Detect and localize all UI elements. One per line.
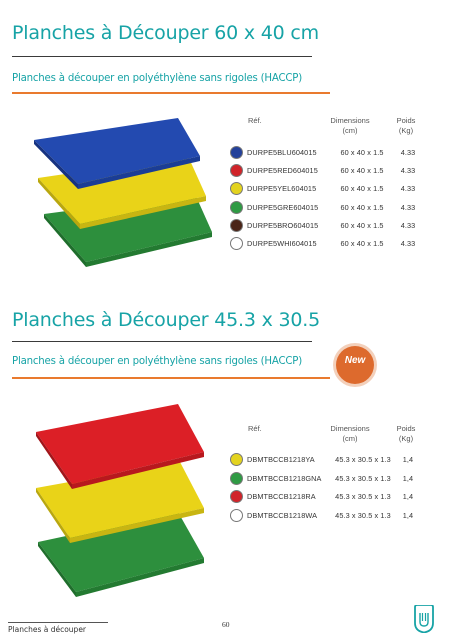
hands-logo-icon [413, 605, 435, 633]
table-row [230, 490, 430, 504]
section1-subtitle-rule [12, 92, 330, 94]
section2-subtitle-rule [12, 377, 330, 379]
weight-cell: 4.33 [400, 202, 416, 212]
section2-subtitle: Planches à découper en polyéthylène sans rigoles (HACCP) [12, 356, 303, 367]
color-swatch [230, 164, 243, 177]
section1-title-rule [12, 56, 312, 57]
reference-cell: DURPE5GRE604015 [247, 202, 319, 212]
footer-label: Planches à découper [8, 625, 87, 634]
table-row [230, 509, 430, 523]
table-row [230, 453, 430, 467]
boards-45x30-image [32, 396, 222, 598]
dimensions-cell: 45.3 x 30.5 x 1.3 [335, 510, 391, 520]
color-swatch [230, 490, 243, 503]
boards-60x40-image [30, 112, 220, 272]
weight-cell: 1,4 [402, 455, 414, 464]
reference-cell: DBMTBCCB1218RA [247, 492, 316, 501]
reference-cell: DBMTBCCB1218WA [247, 510, 318, 520]
new-badge: New [336, 346, 374, 384]
section1-header-ref: Réf. [248, 116, 262, 125]
dimensions-cell: 60 x 40 x 1.5 [340, 202, 384, 212]
dimensions-cell: 60 x 40 x 1.5 [340, 184, 384, 194]
color-swatch [230, 219, 243, 232]
table-row [230, 164, 430, 178]
reference-cell: DURPE5BLU604015 [247, 148, 317, 157]
reference-cell: DBMTBCCB1218GNA [247, 473, 322, 483]
section2-header-dimensions: Dimensions (cm) [330, 424, 370, 443]
reference-cell: DBMTBCCB1218YA [247, 455, 315, 464]
weight-cell: 4.33 [400, 166, 416, 176]
dimensions-cell: 60 x 40 x 1.5 [340, 148, 384, 157]
weight-cell: 1,4 [402, 473, 414, 483]
weight-cell: 4.33 [400, 239, 416, 248]
color-swatch [230, 453, 243, 466]
section1-header-dimensions: Dimensions (cm) [330, 116, 370, 135]
dimensions-cell: 45.3 x 30.5 x 1.3 [335, 455, 391, 464]
table-row [230, 472, 430, 486]
dimensions-cell: 60 x 40 x 1.5 [340, 239, 384, 248]
color-swatch [230, 237, 243, 250]
color-swatch [230, 509, 243, 522]
section2-title: Planches à Découper 45.3 x 30.5 [12, 309, 320, 331]
section1-subtitle: Planches à découper en polyéthylène sans rigoles (HACCP) [12, 73, 303, 84]
reference-cell: DURPE5WHI604015 [247, 239, 317, 248]
table-row [230, 182, 430, 196]
weight-cell: 1,4 [402, 492, 414, 501]
dimensions-cell: 60 x 40 x 1.5 [340, 220, 384, 230]
reference-cell: DURPE5YEL604015 [247, 184, 317, 194]
section2-title-rule [12, 341, 312, 342]
dimensions-cell: 45.3 x 30.5 x 1.3 [335, 492, 391, 501]
color-swatch [230, 201, 243, 214]
section2-header-weight: Poids (Kg) [396, 424, 416, 443]
table-row [230, 237, 430, 251]
color-swatch [230, 182, 243, 195]
color-swatch [230, 472, 243, 485]
weight-cell: 4.33 [400, 220, 416, 230]
section1-title: Planches à Découper 60 x 40 cm [12, 22, 319, 44]
color-swatch [230, 146, 243, 159]
section2-header-ref: Réf. [248, 424, 262, 433]
dimensions-cell: 45.3 x 30.5 x 1.3 [335, 473, 391, 483]
dimensions-cell: 60 x 40 x 1.5 [340, 166, 384, 176]
table-row [230, 201, 430, 215]
section1-header-weight: Poids (Kg) [396, 116, 416, 135]
footer-rule [8, 622, 108, 623]
page-number: 60 [222, 620, 230, 629]
weight-cell: 4.33 [400, 184, 416, 194]
weight-cell: 4.33 [400, 148, 416, 157]
table-row [230, 146, 430, 160]
reference-cell: DURPE5BRO604015 [247, 220, 319, 230]
reference-cell: DURPE5RED604015 [247, 166, 318, 176]
table-row [230, 219, 430, 233]
weight-cell: 1,4 [402, 510, 414, 520]
